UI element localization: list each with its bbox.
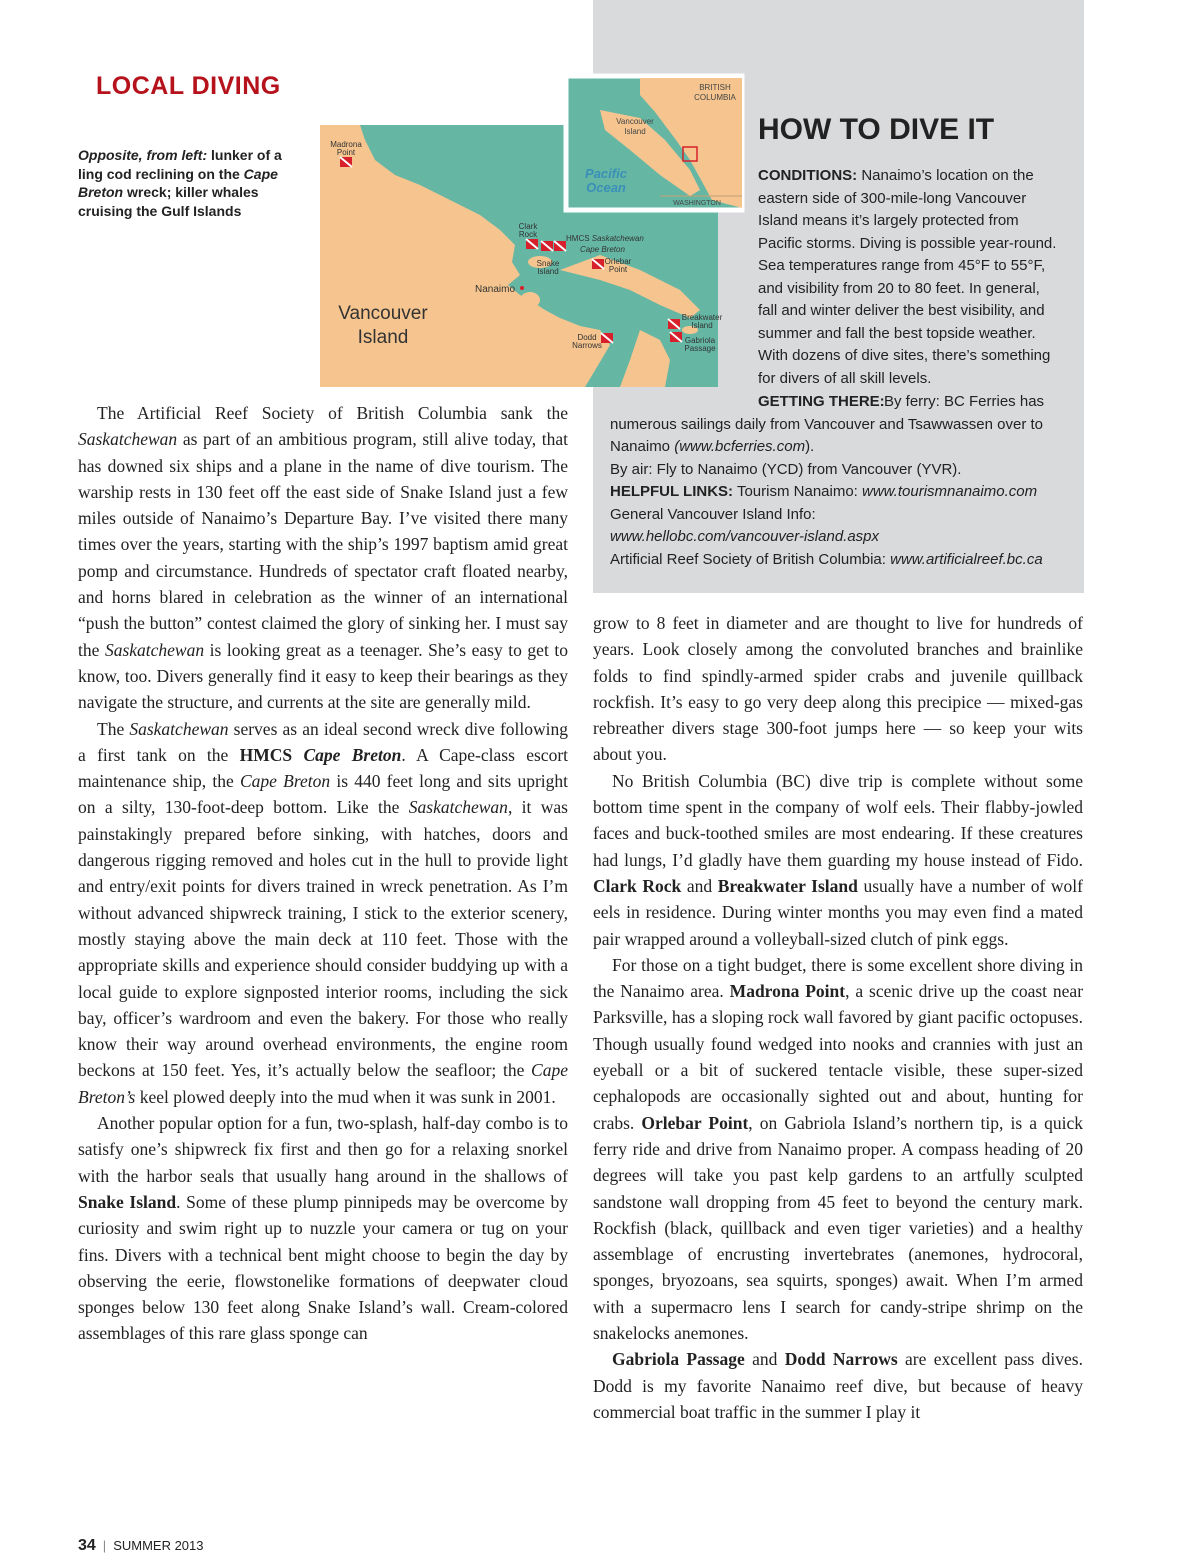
conditions-block: [758, 165, 1058, 390]
inset-label-washington: WASHINGTON: [673, 200, 721, 207]
inset-label-vi: Vancouver: [616, 117, 654, 126]
ferry-close: ).: [805, 438, 815, 455]
map-label-breakwater: Breakwater: [681, 313, 723, 322]
link3-url[interactable]: www.artificialreef.bc.ca: [890, 550, 1043, 568]
page-footer: [78, 1537, 204, 1555]
dive-flag-orlebar: [592, 259, 604, 269]
link3-name: Artificial Reef Society of British Columbia:: [610, 550, 886, 568]
dive-flag-clark: [526, 239, 538, 249]
article-paragraph: For those on a tight budget, there is some excellent shore diving in the Nanaimo area. Madrona Point, a scenic drive up the coast near Parksville, has a sloping rock wall favored by giant pacific octopuses. Though usually found wedged into nooks and crannies with just an eyeball or a bit of suckered tentacle visible, these super-sized cephalopods are occasionally sighted out and about, hunting for crabs. Orlebar Point, on Gabriola Island’s northern tip, is a quick ferry ride and drive from Nanaimo proper. A compass heading of 20 degrees will take you past kelp gardens to an artfully sculpted sandstone wall dropping from 45 feet to beyond the century mark. Rockfish (black, quillback and even tiger varieties) and a healthy assemblage of encrusting invertebrates (anemones, hydrocoral, sponges, bryozoans, sea squirts, sponges) await. When I’m armed with a supermacro lens I search for candy-stripe shrimp on the snakelocks anemones.: [593, 954, 1084, 1344]
nanaimo-dot: [520, 286, 524, 290]
dive-flag-cape-breton: [554, 241, 566, 251]
map-label-cape-breton: Cape Breton: [580, 245, 625, 254]
inset-label-bc-2: COLUMBIA: [694, 93, 736, 102]
conditions-label: CONDITIONS:: [758, 167, 858, 184]
dive-flag-dodd: [601, 333, 613, 343]
article-column-left: [78, 400, 568, 1347]
map-label-orlebar: Orlebar: [604, 257, 632, 266]
section-label: LOCAL DIVING: [96, 72, 281, 100]
dive-flag-saskatchewan: [541, 241, 553, 251]
caption-text: lunker of a ling cod reclining on the: [78, 147, 282, 182]
map-label-snake: Snake: [536, 259, 560, 268]
map-label-breakwater-2: Island: [691, 321, 713, 330]
map-label-island: Island: [357, 327, 409, 348]
page-number: 34: [78, 1537, 96, 1554]
caption-lead: Opposite, from left:: [78, 147, 208, 163]
dive-flag-gabriola: [670, 332, 682, 342]
map-label-nanaimo: Nanaimo: [474, 284, 516, 295]
dive-flag-breakwater: [668, 319, 680, 329]
article-paragraph: Gabriola Passage and Dodd Narrows are excellent pass dives. Dodd is my favorite Nanaimo reef dive, but because of heavy commercial boat traffic in the summer I play it: [593, 1349, 1083, 1422]
map-label-dodd-2: Narrows: [572, 341, 602, 350]
how-to-dive-title: HOW TO DIVE IT: [758, 113, 995, 146]
photo-caption: [78, 146, 293, 220]
map-label-dodd: Dodd: [577, 333, 597, 342]
dive-flag-madrona: [340, 157, 352, 167]
dive-site-map: [313, 0, 753, 392]
getting-there-label: GETTING THERE:: [758, 393, 885, 410]
map-label-saskatchewan: HMCS Saskatchewan: [566, 234, 644, 243]
map-label-orlebar-2: Point: [608, 265, 628, 274]
footer-separator: |: [102, 1538, 107, 1553]
map-label-snake-2: Island: [537, 267, 559, 276]
caption-wreck: Cape Breton: [78, 165, 278, 200]
link1-name: Tourism Nanaimo:: [736, 483, 858, 500]
conditions-text: Nanaimo’s location on the eastern side of 300-mile-long Vancouver Island means it’s largely protected from Pacific storms. Diving is possible year-round. Sea temperatures range from 45°F to 55°F, and visibility from 20 to 80 feet. In general, fall and winter deliver the best visibility, and summer and fall the best topside weather. With dozens of dive sites, there’s something for divers of all skill levels.: [758, 167, 1057, 387]
map-label-clark-2: Rock: [518, 230, 538, 239]
article-paragraph: The Saskatchewan serves as an ideal second wreck dive following a first tank on the HMCS Cape Breton. A Cape-class escort maintenance ship, the Cape Breton is 440 feet long and sits upright on a silty, 130-foot-deep bottom. Like the Saskatchewan, it was painstakingly prepared before sinking, with hatches, doors and dangerous rigging removed and holes cut in the hull to provide light and entry/exit points for divers trained in wreck penetration. As I’m without advanced shipwreck training, I stick to the exterior scenery, mostly staying above the main deck at 110 feet. Those with the appropriate skills and experience should consider buddying up with a local guide to explore signposted interior rooms, including the sick bay, officer’s wardroom and even the bakery. For those who really know their way around overhead environments, the engine room beckons at 150 feet. Yes, it’s actually below the seafloor; the Cape Breton’s keel plowed deeply into the mud when it was sunk in 2001.: [78, 718, 569, 1107]
article-paragraph: The Artificial Reef Society of British Columbia sank the Saskatchewan as part of an ambitious program, still alive today, that has downed six ships and a plane in the name of dive tourism. The warship rests in 130 feet off the east side of Snake Island just a few miles outside of Nanaimo’s Departure Bay. I’ve visited there many times over the years, starting with the ship’s 1997 baptism amid great pomp and circumstance. Hundreds of spectator craft floated nearby, and horns blared in celebration as the winner of an international “push the button” contest claimed the glory of sinking her. I must say the Saskatchewan is looking great as a teenager. She’s easy to get to know, too. Divers generally find it easy to keep their bearings as they navigate the structure, and currents at the site are generally mild.: [78, 403, 568, 713]
link2-url[interactable]: www.hellobc.com/vancouver-island.aspx: [610, 528, 880, 545]
article-paragraph: grow to 8 feet in diameter and are thought to live for hundreds of years. Look closely among the convoluted branches and brainlike folds to find spindly-armed spider crabs and juvenile quillback rockfish. It’s easy to go very deep along this precipice — mixed-gas rebreather divers stage 300-foot jumps here — so keep your wits about you.: [593, 613, 1083, 765]
article-column-right: [593, 610, 1083, 1425]
ferry-text: By ferry: BC Ferries has numerous sailings daily from Vancouver and Tsawwassen over to Nanaimo: [610, 393, 1045, 455]
getting-there-text-block: [610, 391, 1070, 571]
link2-name: General Vancouver Island Info:: [610, 505, 816, 523]
helpful-links-label: HELPFUL LINKS:: [610, 483, 734, 500]
article-paragraph: No British Columbia (BC) dive trip is complete without some bottom time spent in the company of wolf eels. Their flabby-jowled faces and buck-toothed smiles are most endearing. If these creatures had lungs, I’d gladly have them guarding my house instead of Fido. Clark Rock and Breakwater Island usually have a number of wolf eels in residence. During winter months you may even find a mated pair wrapped around a volleyball-sized clutch of pink eggs.: [593, 770, 1083, 949]
inset-label-ocean: Ocean: [586, 180, 626, 195]
caption-text-end: wreck; killer whales cruising the Gulf Islands: [78, 184, 259, 219]
map-label-madrona: Madrona: [330, 140, 362, 149]
map-land-newcastle: [520, 292, 540, 308]
issue-label: SUMMER 2013: [113, 1538, 204, 1553]
map-label-vancouver: Vancouver: [338, 303, 428, 324]
map-label-madrona-2: Point: [336, 148, 356, 157]
ferry-url[interactable]: (www.bcferries.com: [674, 438, 806, 455]
inset-label-bc: BRITISH: [699, 83, 731, 92]
map-label-clark: Clark: [518, 222, 538, 231]
article-paragraph: Another popular option for a fun, two-splash, half-day combo is to satisfy one’s shipwreck fix first and then go for a relaxing snorkel with the harbor seals that usually hang around in the shallows of Snake Island. Some of these plump pinnipeds may be overcome by curiosity and swim right up to nuzzle your camera or tug on your fins. Divers with a technical bent might choose to begin the day by observing the eerie, flowstonelike formations of deepwater cloud sponges below 130 feet along Snake Island’s wall. Cream-colored assemblages of this rare glass sponge can: [78, 1113, 568, 1344]
inset-label-pacific: Pacific: [585, 166, 627, 181]
link1-url[interactable]: www.tourismnanaimo.com: [862, 483, 1038, 500]
air-text: By air: Fly to Nanaimo (YCD) from Vancouver (YVR).: [610, 460, 962, 478]
inset-map: [566, 76, 742, 210]
map-label-gabriola: Gabriola: [684, 336, 716, 345]
inset-label-vi-2: Island: [624, 127, 646, 136]
map-label-gabriola-2: Passage: [684, 344, 716, 353]
